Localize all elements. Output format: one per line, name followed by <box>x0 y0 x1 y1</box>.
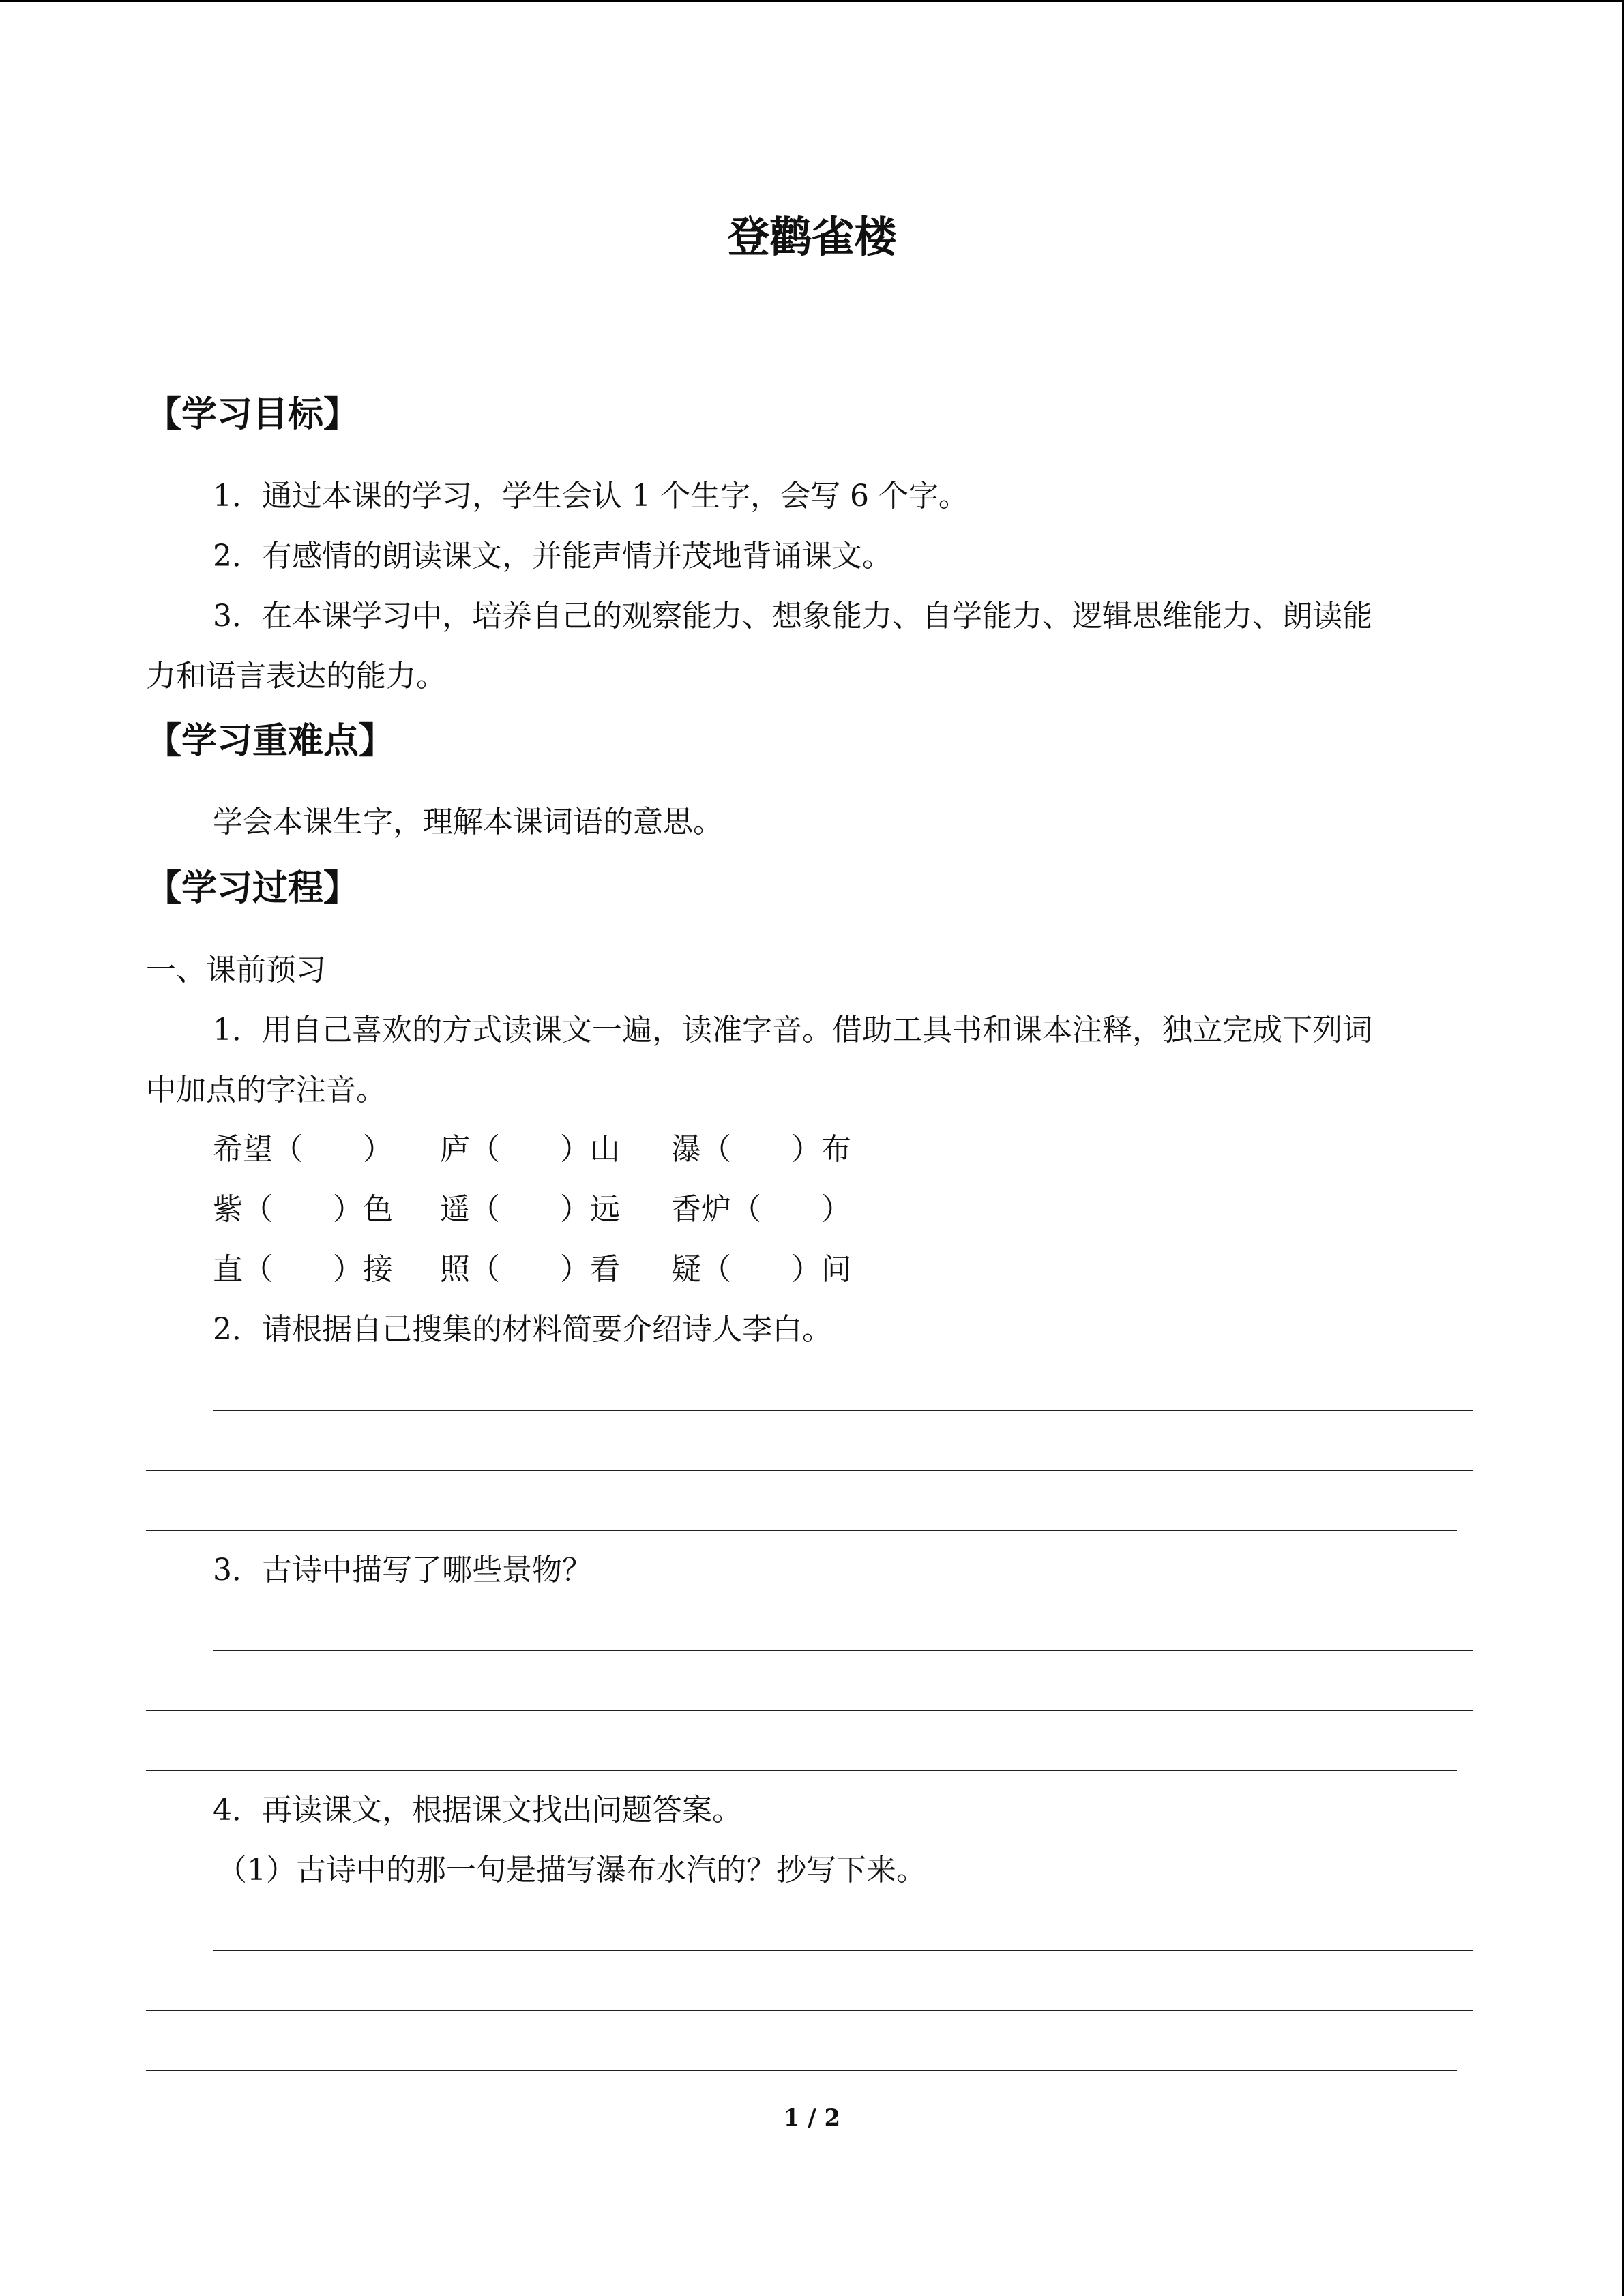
answer-line <box>146 1470 1473 1471</box>
question-1-line-2: 中加点的字注音。 <box>146 1073 386 1107</box>
answer-line <box>213 1950 1473 1951</box>
question-3: 3．古诗中描写了哪些景物？ <box>213 1553 592 1587</box>
goal-item-2: 2．有感情的朗读课文，并能声情并茂地背诵课文。 <box>213 539 892 573</box>
pinyin-item: 照（ ）看 <box>440 1252 620 1287</box>
page-title: 登鹳雀楼 <box>727 212 897 262</box>
pinyin-item: 直（ ）接 <box>213 1252 393 1287</box>
goal-item-3-continued: 力和语言表达的能力。 <box>146 659 446 694</box>
pinyin-item: 疑（ ）问 <box>671 1252 851 1287</box>
answer-line <box>213 1410 1473 1411</box>
goal-item-3: 3．在本课学习中，培养自己的观察能力、想象能力、自学能力、逻辑思维能力、朗读能 <box>213 599 1372 633</box>
question-2: 2．请根据自己搜集的材料简要介绍诗人李白。 <box>213 1312 832 1347</box>
question-4: 4．再读课文，根据课文找出问题答案。 <box>213 1793 742 1828</box>
pinyin-item: 香炉（ ） <box>671 1192 851 1227</box>
answer-line <box>213 1650 1473 1651</box>
pinyin-item: 希望（ ） <box>213 1132 393 1167</box>
pinyin-item: 庐（ ）山 <box>440 1132 620 1167</box>
heading-key-points: 【学习重难点】 <box>146 721 395 762</box>
page-number: 1 / 2 <box>783 2104 841 2132</box>
answer-line <box>146 1710 1473 1711</box>
goal-item-1: 1．通过本课的学习，学生会认 1 个生字，会写 6 个字。 <box>213 479 969 513</box>
answer-line <box>146 1770 1457 1771</box>
pinyin-item: 紫（ ）色 <box>213 1192 393 1227</box>
key-points-text: 学会本课生字，理解本课词语的意思。 <box>213 805 723 839</box>
answer-line <box>146 2010 1473 2011</box>
part-1-title: 一、课前预习 <box>146 953 326 987</box>
question-1-line-1: 1．用自己喜欢的方式读课文一遍，读准字音。借助工具书和课本注释，独立完成下列词 <box>213 1013 1372 1047</box>
answer-line <box>146 1530 1457 1531</box>
pinyin-item: 瀑（ ）布 <box>671 1132 851 1167</box>
question-4-sub-1: （1）古诗中的那一句是描写瀑布水汽的？抄写下来。 <box>217 1853 926 1888</box>
heading-learning-goals: 【学习目标】 <box>146 394 359 435</box>
pinyin-item: 遥（ ）远 <box>440 1192 620 1227</box>
heading-learning-process: 【学习过程】 <box>146 868 359 909</box>
answer-line <box>146 2070 1457 2071</box>
